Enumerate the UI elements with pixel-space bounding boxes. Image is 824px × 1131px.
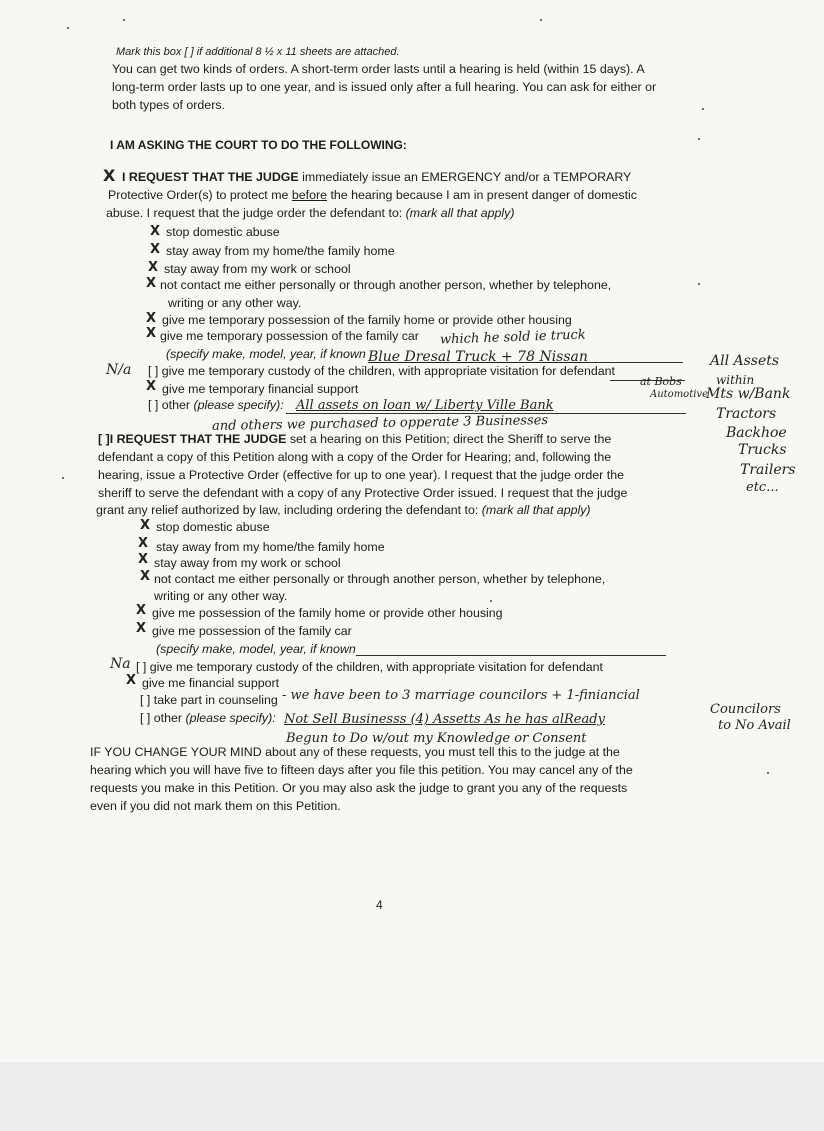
handwritten-no-avail: to No Avail — [718, 718, 791, 733]
item-b-financial: give me financial support — [142, 676, 280, 690]
handwritten-car-make: Blue Dresal Truck + 78 Nissan — [368, 349, 588, 365]
checkbox-b-financial[interactable]: X — [126, 673, 137, 688]
handwritten-margin-1: All Assets — [710, 353, 780, 369]
handwritten-other-b2: Begun to Do w/out my Knowledge or Consent — [286, 731, 587, 746]
section-b-line-4: sheriff to serve the defendant with a copy of any Protective Order issued. I request that the judge — [98, 486, 628, 500]
section-a-check-mark[interactable]: X — [103, 166, 116, 185]
section-b-line-3: hearing, issue a Protective Order (effective for up to one year). I request that the judge order the — [98, 468, 624, 482]
scan-speck — [540, 19, 542, 21]
checkbox-b-stay-away-home[interactable]: X — [138, 536, 149, 551]
handwritten-na-1: N/a — [106, 362, 132, 378]
checkbox-a-car-possession[interactable]: X — [146, 326, 157, 341]
checkbox-b-home-possession[interactable]: X — [136, 603, 147, 618]
handwritten-margin-5: Backhoe — [726, 425, 787, 441]
page-number: 4 — [376, 898, 383, 912]
scan-speck — [702, 108, 704, 110]
item-b-car-possession: give me possession of the family car — [152, 624, 352, 638]
item-a-custody: [ ] give me temporary custody of the children, with appropriate visitation for defendant — [148, 364, 615, 378]
handwritten-margin-8: etc... — [746, 480, 779, 495]
handwritten-margin-7: Trailers — [740, 462, 796, 478]
item-a-no-contact: not contact me either personally or through another person, whether by telephone, — [160, 278, 612, 292]
checkbox-b-stop-abuse[interactable]: X — [140, 518, 151, 533]
car-make-b-line — [356, 655, 666, 656]
item-a-no-contact-cont: writing or any other way. — [168, 296, 302, 310]
section-a-title: I REQUEST THAT THE JUDGE immediately issue an EMERGENCY and/or a TEMPORARY — [122, 170, 632, 184]
handwritten-margin-3: Mts w/Bank — [706, 386, 791, 402]
checkbox-a-home-possession[interactable]: X — [146, 311, 157, 326]
handwritten-car-note: which he sold ie truck — [439, 327, 586, 348]
section-b-line-2: defendant a copy of this Petition along with a copy of the Order for Hearing; and, following the — [98, 450, 612, 464]
handwritten-other-1: All assets on loan w/ Liberty Ville Bank — [296, 398, 554, 413]
scan-speck — [767, 772, 769, 774]
closing-line-4: even if you did not mark them on this Petition. — [90, 799, 341, 813]
checkbox-a-no-contact[interactable]: X — [146, 276, 157, 291]
closing-line-3: requests you make in this Petition. Or you may also ask the judge to grant you any of the requests — [90, 781, 628, 795]
orders-text-3: both types of orders. — [112, 98, 225, 112]
item-b-stay-away-work: stay away from my work or school — [154, 556, 341, 570]
item-b-custody: [ ] give me temporary custody of the children, with appropriate visitation for defendant — [136, 660, 603, 674]
closing-line-1: IF YOU CHANGE YOUR MIND about any of these requests, you must tell this to the judge at the — [90, 745, 620, 759]
checkbox-a-financial[interactable]: X — [146, 379, 157, 394]
scan-speck — [123, 19, 125, 21]
handwritten-counseling: - we have been to 3 marriage councilors + 1-finiancial — [282, 688, 640, 703]
handwritten-councilors: Councilors — [710, 702, 781, 717]
handwritten-margin-6: Trucks — [738, 442, 787, 458]
handwritten-margin-4: Tractors — [716, 406, 777, 422]
item-a-stop-abuse: stop domestic abuse — [166, 225, 280, 239]
item-b-other: [ ] other (please specify): — [140, 711, 276, 725]
item-a-stay-away-work: stay away from my work or school — [164, 262, 351, 276]
scan-speck — [698, 138, 700, 140]
checkbox-a-stop-abuse[interactable]: X — [150, 224, 161, 239]
item-b-no-contact: not contact me either personally or through another person, whether by telephone, — [154, 572, 606, 586]
checkbox-b-car-possession[interactable]: X — [136, 621, 147, 636]
checkbox-a-stay-away-work[interactable]: X — [148, 260, 159, 275]
item-b-specify-make: (specify make, model, year, if known — [156, 642, 356, 656]
closing-line-2: hearing which you will have five to fifteen days after you file this petition. You may cancel any of the — [90, 763, 633, 777]
item-b-stop-abuse: stop domestic abuse — [156, 520, 270, 534]
orders-text-1: You can get two kinds of orders. A short-term order lasts until a hearing is held (within 15 days). A — [112, 62, 645, 76]
checkbox-a-stay-away-home[interactable]: X — [150, 242, 161, 257]
item-a-stay-away-home: stay away from my home/the family home — [166, 244, 395, 258]
item-b-home-possession: give me possession of the family home or provide other housing — [152, 606, 503, 620]
section-a-line-3: abuse. I request that the judge order the defendant to: (mark all that apply) — [106, 206, 515, 220]
handwritten-margin-2: within — [716, 373, 755, 387]
section-b-line-5: grant any relief authorized by law, including ordering the defendant to: (mark all that apply) — [96, 503, 591, 517]
attach-note: Mark this box [ ] if additional 8 ½ x 11 sheets are attached. — [116, 46, 400, 58]
checkbox-b-no-contact[interactable]: X — [140, 569, 151, 584]
item-a-other: [ ] other (please specify): — [148, 398, 284, 412]
section-heading: I AM ASKING THE COURT TO DO THE FOLLOWING: — [110, 138, 407, 152]
item-a-specify-make: (specify make, model, year, if known — [166, 347, 366, 361]
section-b-title: [ ]I REQUEST THAT THE JUDGE set a hearing on this Petition; direct the Sheriff to serve the — [98, 432, 612, 446]
item-a-financial: give me temporary financial support — [162, 382, 359, 396]
checkbox-b-stay-away-work[interactable]: X — [138, 552, 149, 567]
scan-speck — [698, 283, 700, 285]
item-a-car-possession: give me temporary possession of the family car — [160, 329, 419, 343]
handwritten-at-bobs: at Bobs — [640, 375, 682, 388]
scan-speck — [67, 27, 69, 29]
handwritten-other-2: and others we purchased to opperate 3 Businesses — [211, 413, 549, 434]
item-b-counseling: [ ] take part in counseling — [140, 693, 278, 707]
scan-speck — [62, 477, 64, 479]
handwritten-other-b1: Not Sell Businesss (4) Assetts As he has alReady — [284, 712, 605, 727]
section-a-line-2: Protective Order(s) to protect me before the hearing because I am in present danger of domestic — [108, 188, 637, 202]
item-b-stay-away-home: stay away from my home/the family home — [156, 540, 385, 554]
handwritten-na-2: Na — [110, 656, 131, 672]
scan-speck — [490, 600, 492, 602]
scan-bottom-edge — [0, 1062, 824, 1131]
orders-text-2: long-term order lasts up to one year, and is issued only after a full hearing. You can ask for either or — [112, 80, 657, 94]
item-b-no-contact-cont: writing or any other way. — [154, 589, 288, 603]
handwritten-automotive: Automotive — [650, 389, 708, 400]
item-a-home-possession: give me temporary possession of the family home or provide other housing — [162, 313, 572, 327]
